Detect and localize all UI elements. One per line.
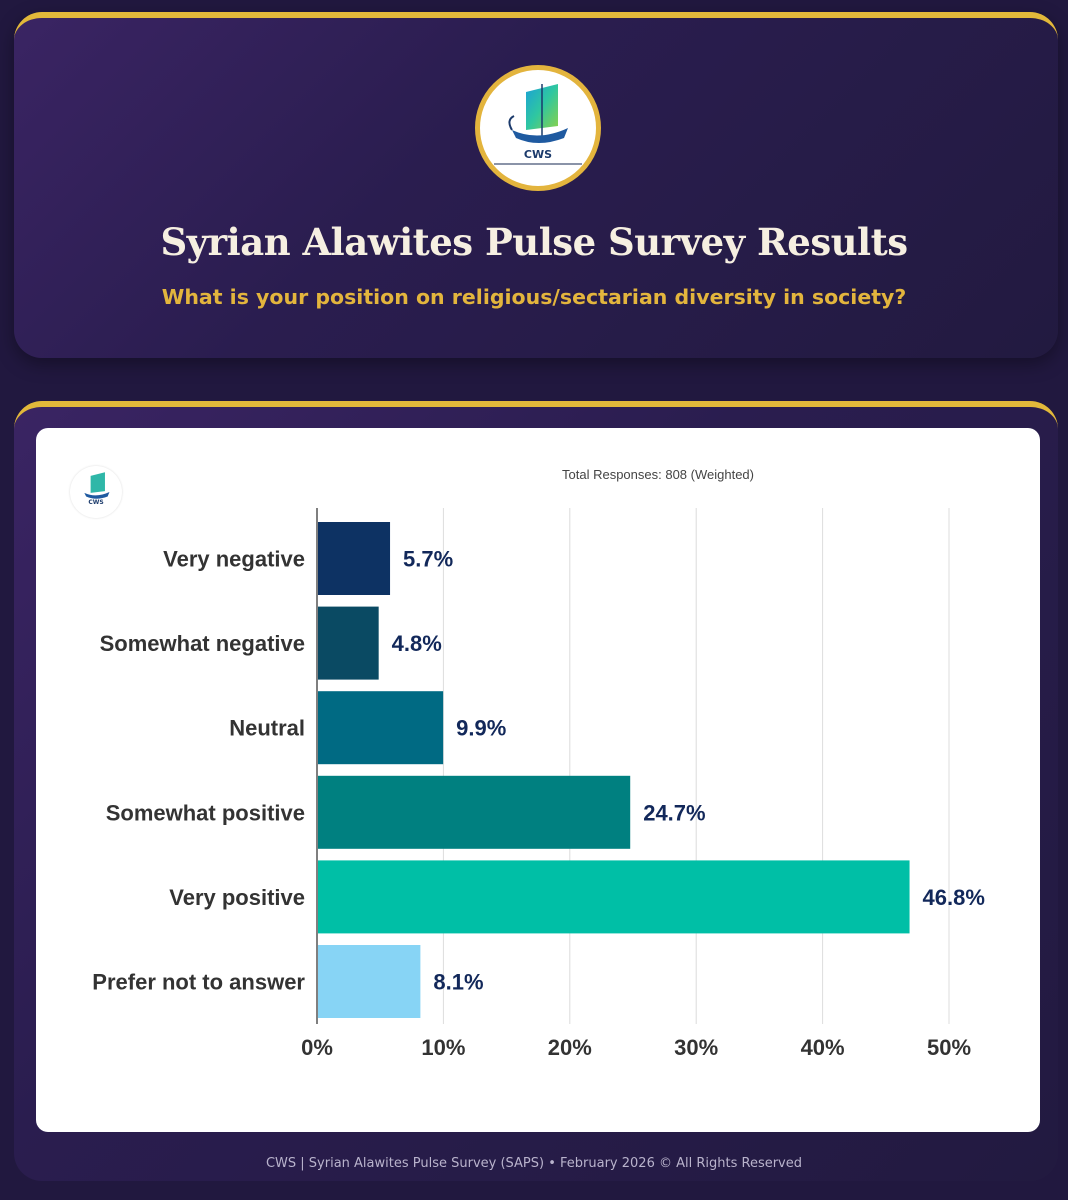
category-label: Very positive — [169, 884, 305, 910]
x-tick-label: 20% — [547, 1035, 592, 1060]
x-tick-label: 10% — [421, 1035, 466, 1060]
data-label: 24.7% — [643, 800, 706, 826]
chart-logo-label: CWS — [88, 499, 104, 506]
bar — [318, 691, 443, 764]
x-tick-label: 50% — [926, 1035, 972, 1060]
logo-label: CWS — [523, 148, 553, 161]
category-label: Somewhat negative — [99, 631, 305, 657]
total-responses: Total Responses: 808 (Weighted) — [562, 467, 754, 482]
data-label: 4.8% — [391, 631, 442, 657]
data-label: 9.9% — [456, 715, 507, 741]
footer-text: CWS | Syrian Alawites Pulse Survey (SAPS) • February 2026 © All Rights Reserved — [265, 1156, 803, 1171]
bar — [318, 522, 390, 595]
x-tick-label: 0% — [301, 1035, 333, 1060]
bar — [318, 607, 379, 680]
page-subtitle: What is your position on religious/sectarian diversity in society? — [161, 285, 907, 309]
bar — [318, 945, 420, 1018]
bar — [318, 860, 910, 933]
page-title: Syrian Alawites Pulse Survey Results — [160, 220, 908, 264]
category-label: Neutral — [229, 715, 305, 741]
category-label: Prefer not to answer — [92, 969, 305, 995]
data-label: 46.8% — [922, 884, 985, 910]
bar — [318, 776, 630, 849]
data-label: 5.7% — [403, 546, 454, 572]
data-label: 8.1% — [433, 969, 484, 995]
category-label: Somewhat positive — [105, 800, 305, 826]
category-label: Very negative — [163, 546, 305, 572]
x-tick-label: 40% — [800, 1035, 845, 1060]
x-tick-label: 30% — [674, 1035, 719, 1060]
